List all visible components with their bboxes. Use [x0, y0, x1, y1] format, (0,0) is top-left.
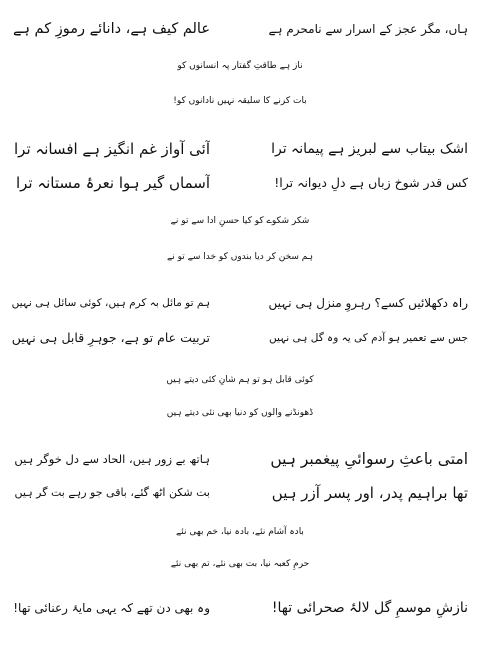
verse-line: تھا براہیم پدر، اور پسر آزر ہیں — [271, 484, 468, 502]
verse-line: کس قدر شوخ زباں ہے دلِ دیوانہ ترا! — [274, 175, 468, 190]
verse-line: شکر شکوے کو کیا حسنِ ادا سے تو نے — [170, 216, 310, 226]
verse-line: حرمِ کعبہ نیا، بت بھی نئے، تم بھی نئے — [170, 559, 310, 569]
verse-line: عالم کیف ہے، دانائے رموزِ کم ہے — [12, 21, 210, 37]
verse-line: کوئی قابل ہو تو ہم شانِ کئی دیتے ہیں — [166, 375, 314, 385]
verse-line: نازشِ موسمِ گل لالۂ صحرائی تھا! — [271, 600, 468, 616]
verse-line: بات کرنے کا سلیقہ نہیں نادانوں کو! — [173, 96, 307, 106]
verse-line: ناز ہے طاقتِ گفتار پہ انسانوں کو — [177, 61, 303, 71]
verse-line: جس سے تعمیر ہو آدم کی یہ وہ گل ہی نہیں — [268, 332, 468, 344]
verse-line: بادہ آشام نئے، بادہ نیا، خم بھی نئے — [176, 527, 304, 537]
verse-line: ہاتھ بے زور ہیں، الحاد سے دل خوگر ہیں — [14, 452, 210, 466]
verse-line: ہم تو مائل بہ کرم ہیں، کوئی سائل ہی نہیں — [11, 297, 210, 309]
verse-line: آسماں گیر ہوا نعرۂ مستانہ ترا — [15, 174, 210, 192]
verse-line: ہم سخن کر دیا بندوں کو خدا سے تو نے — [166, 252, 314, 262]
verse-line: آئی آواز غم انگیز ہے افسانہ ترا — [14, 140, 210, 158]
verse-line: ڈھونڈنے والوں کو دنیا بھی نئی دیتے ہیں — [166, 408, 314, 418]
verse-line: بت شکن اٹھ گئے، باقی جو رہے بت گر ہیں — [14, 486, 210, 499]
verse-line: راہ دکھلائیں کسے؟ رہروِ منزل ہی نہیں — [268, 296, 468, 310]
verse-line: تربیت عام تو ہے، جوہرِ قابل ہی نہیں — [11, 330, 210, 345]
verse-line: اشک بیتاب سے لبریز ہے پیمانہ ترا — [271, 141, 468, 157]
verse-line: وہ بھی دن تھے کہ یہی مایۂ رعنائی تھا! — [13, 601, 210, 615]
verse-line: ہاں، مگر عجز کے اسرار سے نامحرم ہے — [268, 22, 468, 36]
verse-line: امتی باعثِ رسوائیِ پیغمبر ہیں — [270, 450, 468, 468]
